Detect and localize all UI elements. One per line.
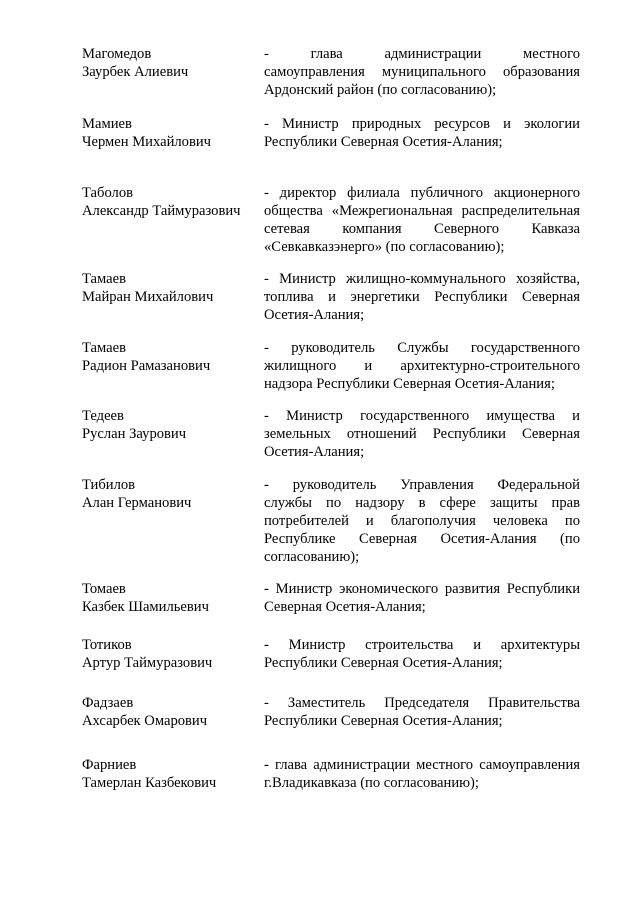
person-name: [82, 694, 257, 730]
surname: Тамаев: [82, 340, 127, 356]
surname: Фарниев: [82, 757, 137, 773]
surname: Фадзаев: [82, 695, 134, 711]
given-names: Радион Рамазанович: [82, 358, 211, 374]
given-names: Заурбек Алиевич: [82, 64, 189, 80]
person-name: [82, 339, 257, 375]
given-names: Руслан Заурович: [82, 426, 187, 442]
person-name: [82, 407, 257, 443]
position-description: - руководитель Управления Федеральной службы по надзору в сфере защиты прав потребителей и благополучия человека по Республике Северная Осетия-Алания (по согласованию);: [264, 477, 580, 565]
given-names: Артур Таймуразович: [82, 655, 213, 671]
person-name: [82, 184, 257, 220]
person-name: [82, 756, 257, 792]
given-names: Александр Таймуразович: [82, 203, 241, 219]
person-name: [82, 45, 257, 81]
surname: Тибилов: [82, 477, 136, 493]
position-description: - глава администрации местного самоуправления г.Владикавказа (по согласованию);: [264, 757, 580, 791]
surname: Таболов: [82, 185, 134, 201]
surname: Томаев: [82, 581, 126, 597]
position-description: - Министр строительства и архитектуры Республики Северная Осетия-Алания;: [264, 637, 580, 671]
given-names: Казбек Шамильевич: [82, 599, 209, 615]
person-name: [82, 476, 257, 512]
position-description: - Министр природных ресурсов и экологии Республики Северная Осетия-Алания;: [264, 116, 580, 150]
given-names: Чермен Михайлович: [82, 134, 212, 150]
position-description: - Министр жилищно-коммунального хозяйства, топлива и энергетики Республики Северная Осетия-Алания;: [264, 271, 580, 323]
person-name: [82, 115, 257, 151]
surname: Тамаев: [82, 271, 127, 287]
position-description: - Министр экономического развития Республики Северная Осетия-Алания;: [264, 581, 580, 615]
surname: Мамиев: [82, 116, 132, 132]
position-description: - Министр государственного имущества и земельных отношений Республики Северная Осетия-Алания;: [264, 408, 580, 460]
surname: Магомедов: [82, 46, 152, 62]
position-description: - директор филиала публичного акционерного общества «Межрегиональная распределительная сетевая компания Северного Кавказа «Севкавказэнерго» (по согласованию);: [264, 185, 580, 255]
person-name: [82, 580, 257, 616]
person-name: [82, 636, 257, 672]
surname: Тотиков: [82, 637, 132, 653]
surname: Тедеев: [82, 408, 124, 424]
position-description: - руководитель Службы государственного жилищного и архитектурно-строительного надзора Республики Северная Осетия-Алания;: [264, 340, 580, 392]
position-description: - глава администрации местного самоуправления муниципального образования Ардонский район (по согласованию);: [264, 46, 580, 98]
given-names: Ахсарбек Омарович: [82, 713, 208, 729]
person-name: [82, 270, 257, 306]
given-names: Тамерлан Казбекович: [82, 775, 217, 791]
given-names: Алан Германович: [82, 495, 192, 511]
given-names: Майран Михайлович: [82, 289, 214, 305]
position-description: - Заместитель Председателя Правительства Республики Северная Осетия-Алания;: [264, 695, 580, 729]
